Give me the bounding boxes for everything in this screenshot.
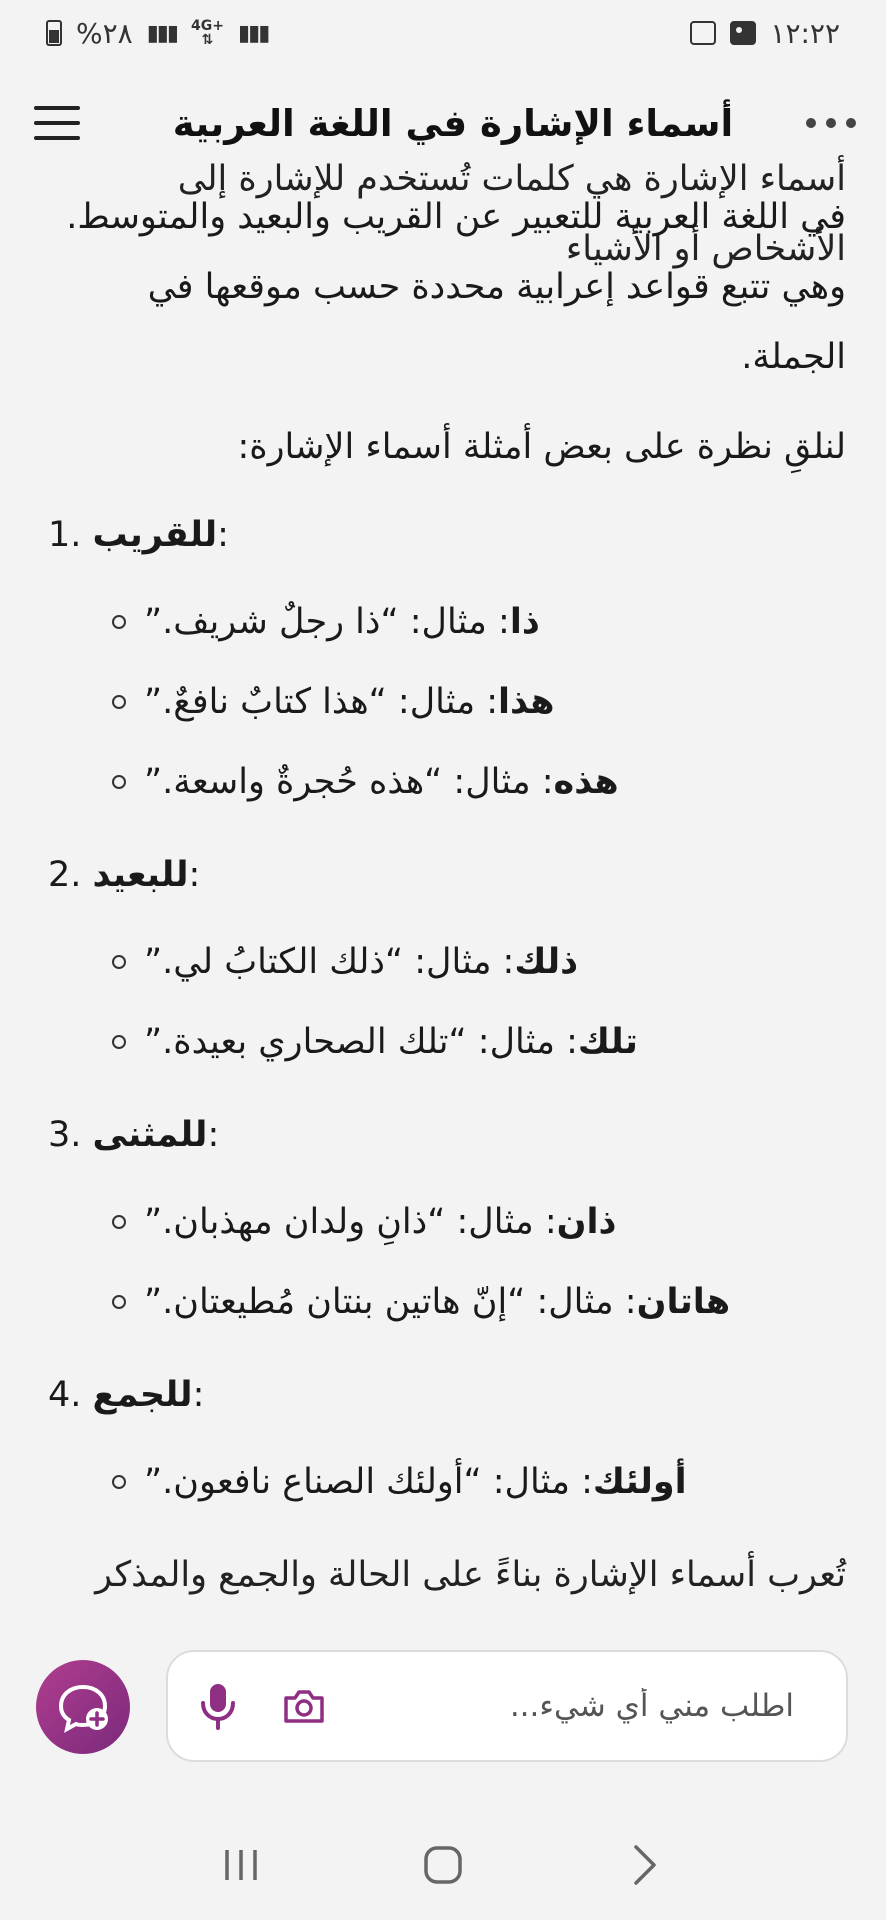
message-input[interactable] <box>326 1688 818 1724</box>
gallery-icon <box>730 21 756 45</box>
list-item <box>112 662 846 742</box>
more-icon[interactable] <box>806 118 856 128</box>
bullet-icon <box>112 1295 126 1309</box>
section-heading-label: للقريب <box>92 515 218 555</box>
section-3 <box>40 1100 846 1342</box>
network-label: 4G+ <box>191 18 224 34</box>
back-icon <box>630 1844 660 1886</box>
bullet-icon <box>112 1035 126 1049</box>
home-button[interactable] <box>413 1835 473 1895</box>
intro-paragraph: في اللغة العربية للتعبير عن القريب والبعيد والمتوسط. وهي تتبع قواعد إعرابية محددة حسب موقعها في الجملة. <box>66 197 846 377</box>
example-list <box>40 922 846 1082</box>
list-item <box>112 922 846 1002</box>
demonstrative-term: هذه <box>553 762 619 802</box>
signal-icon-2: ▮▮▮ <box>237 20 269 46</box>
section-heading <box>40 1100 846 1170</box>
network-type: 4G+ ⇅ <box>191 18 224 48</box>
status-bar <box>0 0 886 66</box>
example-sentence: : مثال: “أولئك الصناع نافعون.” <box>144 1462 593 1502</box>
example-text <box>144 1447 687 1517</box>
input-icons <box>198 1681 326 1731</box>
bullet-icon <box>112 1215 126 1229</box>
bullet-icon <box>112 775 126 789</box>
screen-record-icon <box>690 21 716 45</box>
list-item <box>112 582 846 662</box>
new-chat-icon <box>55 1679 111 1735</box>
example-text <box>144 587 540 657</box>
demonstrative-term: هذا <box>498 682 555 722</box>
section-4 <box>40 1360 846 1522</box>
cut-bottom-line: تُعرب أسماء الإشارة بناءً على الحالة والجمع والمذكر <box>95 1555 846 1595</box>
section-heading <box>40 1360 846 1430</box>
status-left <box>46 17 268 50</box>
clock: ١٢:٢٢ <box>770 16 840 50</box>
demonstrative-term: هاتان <box>636 1282 731 1322</box>
bullet-icon <box>112 615 126 629</box>
section-heading <box>40 840 846 910</box>
home-icon <box>423 1845 463 1885</box>
example-sentence: : مثال: “تلك الصحاري بعيدة.” <box>144 1022 578 1062</box>
section-number: 3. <box>48 1115 82 1155</box>
section-number: 1. <box>48 515 82 555</box>
list-item <box>112 742 846 822</box>
battery-percent: %٢٨ <box>76 16 133 50</box>
example-list <box>40 1442 846 1522</box>
new-chat-button[interactable] <box>36 1660 130 1754</box>
example-list <box>40 582 846 822</box>
demonstrative-term: ذان <box>556 1202 617 1242</box>
cut-top-line: أسماء الإشارة هي كلمات تُستخدم للإشارة إلى الأشخاص أو الأشياء <box>177 159 846 269</box>
example-text <box>144 747 619 817</box>
status-right <box>690 17 840 50</box>
message-input-box[interactable] <box>166 1650 848 1762</box>
section-heading <box>40 500 846 570</box>
list-item <box>112 1182 846 1262</box>
chat-message-content <box>0 159 886 1605</box>
battery-icon <box>46 20 62 46</box>
heading-colon: : <box>192 1375 205 1415</box>
list-item <box>112 1002 846 1082</box>
camera-icon[interactable] <box>282 1686 326 1726</box>
section-heading-label: للجمع <box>92 1375 193 1415</box>
example-sentence: : مثال: “هذا كتابٌ نافعٌ.” <box>144 682 499 722</box>
back-button[interactable] <box>615 1835 675 1895</box>
example-sentence: : مثال: “إنّ هاتين بنتان مُطيعتان.” <box>144 1282 637 1322</box>
recents-icon <box>221 1847 261 1883</box>
demonstrative-term: أولئك <box>592 1462 687 1502</box>
microphone-icon[interactable] <box>198 1681 238 1731</box>
demonstrative-term: تلك <box>577 1022 638 1062</box>
section-heading-label: للمثنى <box>92 1115 208 1155</box>
example-text <box>144 1267 730 1337</box>
system-nav-bar <box>0 1810 886 1920</box>
example-text <box>144 667 555 737</box>
sections-list <box>40 500 846 1522</box>
example-text <box>144 927 578 997</box>
section-number: 4. <box>48 1375 82 1415</box>
section-number: 2. <box>48 855 82 895</box>
demonstrative-term: ذلك <box>514 942 579 982</box>
list-item <box>112 1262 846 1342</box>
example-sentence: : مثال: “ذلك الكتابُ لي.” <box>144 942 515 982</box>
lead-paragraph: لنلقِ نظرة على بعض أمثلة أسماء الإشارة: <box>237 427 846 467</box>
heading-colon: : <box>217 515 229 555</box>
example-sentence: : مثال: “هذه حُجرةٌ واسعة.” <box>144 762 554 802</box>
example-text <box>144 1187 616 1257</box>
example-list <box>40 1182 846 1342</box>
bullet-icon <box>112 695 126 709</box>
bullet-icon <box>112 955 126 969</box>
section-heading-label: للبعيد <box>92 855 189 895</box>
bullet-icon <box>112 1475 126 1489</box>
hamburger-icon[interactable] <box>34 106 80 140</box>
heading-colon: : <box>188 855 201 895</box>
page-title: أسماء الإشارة في اللغة العربية <box>172 101 734 145</box>
example-text <box>144 1007 638 1077</box>
example-sentence: : مثال: “ذانِ ولدان مهذبان.” <box>144 1202 557 1242</box>
section-2 <box>40 840 846 1082</box>
heading-colon: : <box>207 1115 220 1155</box>
recents-button[interactable] <box>211 1835 271 1895</box>
section-1 <box>40 500 846 822</box>
example-sentence: : مثال: “ذا رجلٌ شريف.” <box>144 602 510 642</box>
list-item <box>112 1442 846 1522</box>
demonstrative-term: ذا <box>509 602 540 642</box>
signal-icon: ▮▮▮ <box>146 20 178 46</box>
